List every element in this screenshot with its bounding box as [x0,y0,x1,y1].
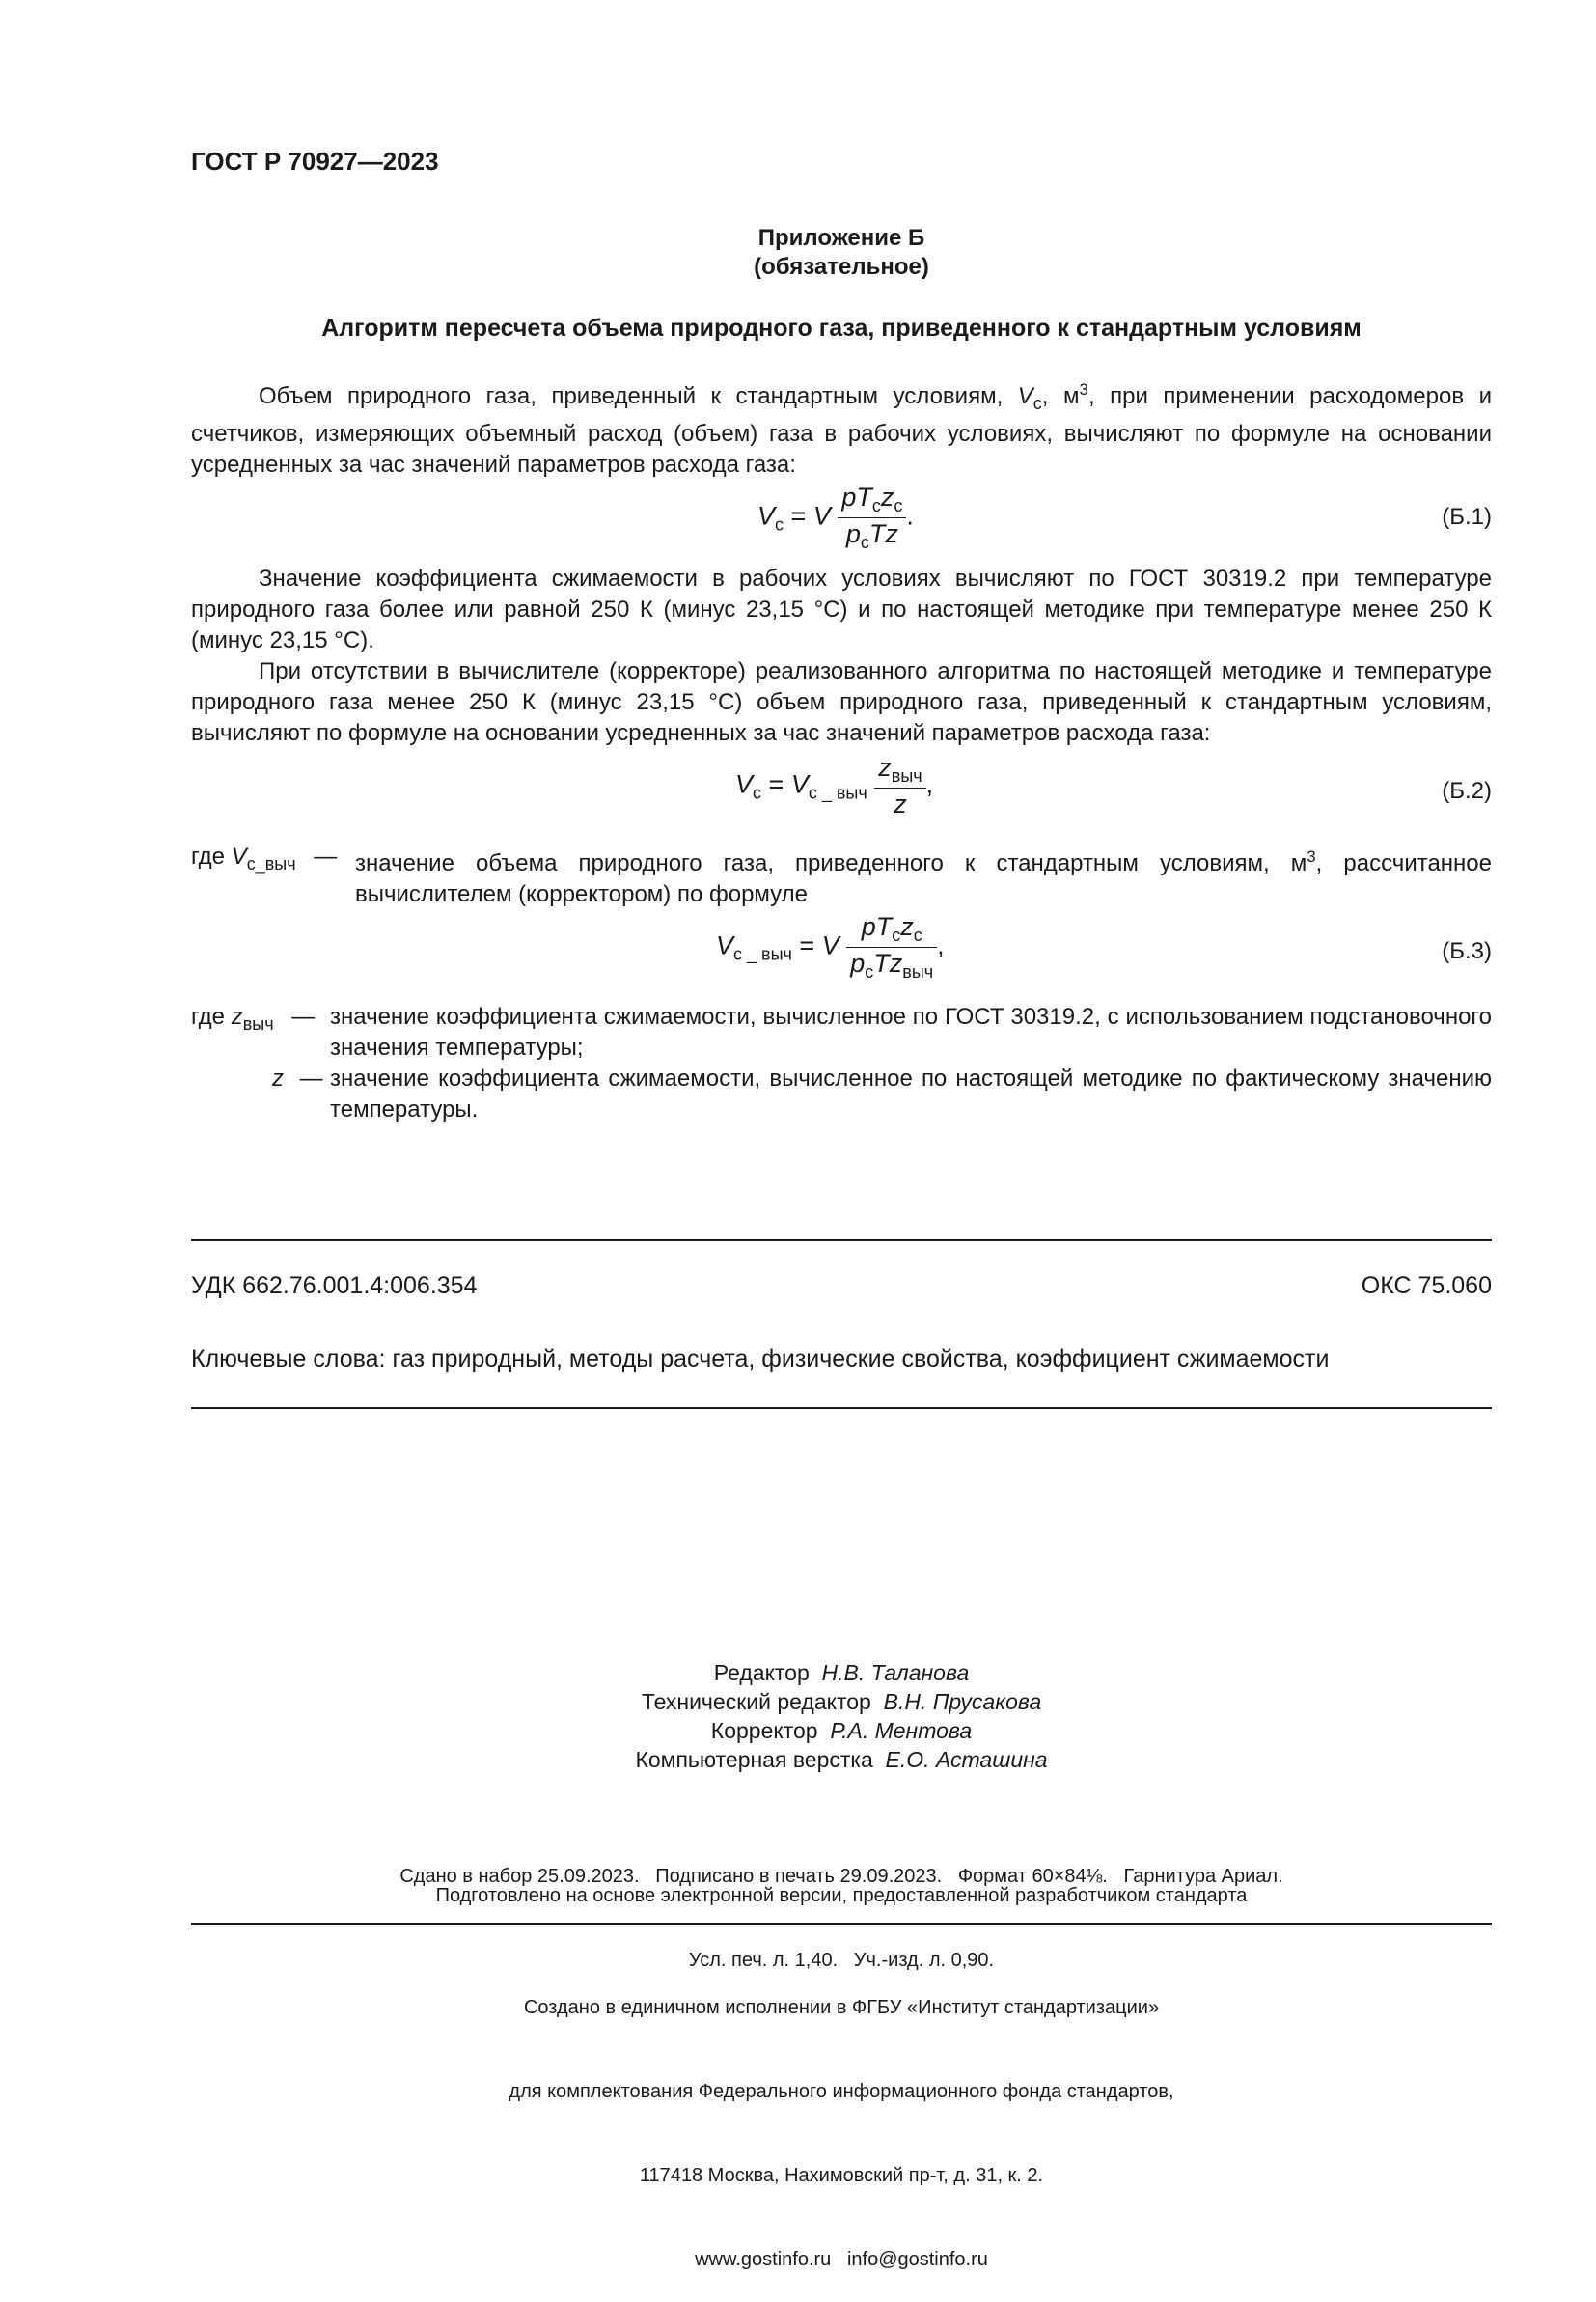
formula-b1: $V_с = V$ $\frac{pT_сz_с}{p_сTz}$ . [757,483,914,552]
where-z-text: значение коэффициента сжимаемости, вычисленное по настоящей методике по фактическому значению температуры. [330,1066,1492,1123]
publisher-contacts: www.gostinfo.ru info@gostinfo.ru [695,2249,988,2270]
divider-bottom [191,1923,1492,1925]
publisher-line1: Создано в единичном исполнении в ФГБУ «Институт стандартизации» [523,1997,1160,2018]
oks-code: ОКС 75.060 [1361,1272,1492,1299]
standard-id: ГОСТ Р 70927—2023 [191,147,439,176]
annex-title [191,224,1492,282]
divider-top [191,1239,1492,1241]
annex-heading: Алгоритм пересчета объема природного газа, приведенного к стандартным условиям [321,315,1362,342]
publisher-line3: 117418 Москва, Нахимовский пр-т, д. 31, к. 2. [639,2165,1044,2186]
formula-b3-fraction: $\frac{pT_сz_с}{p_сTz_{выч}}$ [846,912,937,983]
paragraph-intro: Объем природного газа, приведенный к стандартным условиям, $V_с$, $м^3$, при применении расходомеров и счетчиков, измеряющих объемный расход (объем) газа в рабочих условиях, вычисляют по формуле на основании усредненных за час значений параметров расхода газа: [191,380,1492,478]
staff-credits [191,1658,1492,1774]
where-z-vych-text: значение коэффициента сжимаемости, вычисленное по ГОСТ 30319.2, с использованием подстановочного значения температуры; [330,1004,1492,1061]
formula-b2: $V_с = V_{с \_ выч}$ $\frac{z_{выч}}{z}$ , [735,753,934,818]
paragraph-no-algorithm: При отсутствии в вычислителе (корректоре) реализованного алгоритма по настоящей методике и температуре природного газа менее 250 К (минус 23,15 °С) объем природного газа, приведенный к стандартным условиям, вычисляют по формуле на основании усредненных за час значений параметров расхода газа: [191,658,1492,746]
keywords: Ключевые слова: газ природный, методы расчета, физические свойства, коэффициент сжимаемости [191,1345,1330,1373]
staff-layout: Компьютерная верстка Е.О. Асташина [635,1747,1048,1772]
paragraph-compressibility: Значение коэффициента сжимаемости в рабочих условиях вычисляют по ГОСТ 30319.2 при температуре природного газа более или равной 250 К (минус 23,15 °С) и по настоящей методике при температуре менее 250 К (минус 23,15 °С). [191,566,1492,653]
where-z-label: z — [272,1066,323,1092]
imprint-line1: Сдано в набор 25.09.2023. Подписано в печать 29.09.2023. Формат 60×84⅛. Гарнитура Ариал. [399,1866,1283,1887]
where-z-vych-label: где $z_{выч}$ — [191,1004,316,1034]
imprint-prepared: Подготовлено на основе электронной версии, предоставленной разработчиком стандарта [435,1885,1248,1906]
staff-editor: Редактор Н.В. Таланова [713,1660,970,1685]
where-vc-vych-label: где $V_{с\_выч}$ — [191,844,338,874]
udk-code: УДК 662.76.001.4:006.354 [191,1272,478,1299]
publisher-info [191,1938,1492,2302]
annex-number: Приложение Б [757,225,925,251]
formula-b2-fraction: $\frac{z_{выч}}{z}$ [874,753,925,819]
formula-b3-number: (Б.3) [1442,938,1492,964]
where-vc-vych-text: значение объема природного газа, приведенного к стандартным условиям, $м^3$, рассчитанное вычислителем (корректором) по формуле [355,847,1492,907]
formula-b1-fraction: $\frac{pT_сz_с}{p_сTz}$ [838,483,906,553]
formula-b3: $V_{с \_ выч} = V$ $\frac{pT_сz_с}{p_сTz_{выч}}$ , [716,912,945,982]
imprint-line2: Усл. печ. л. 1,40. Уч.-изд. л. 0,90. [688,1950,995,1971]
annex-status: (обязательное) [754,254,929,280]
staff-tech-editor: Технический редактор В.Н. Прусакова [641,1689,1042,1714]
formula-b1-number: (Б.1) [1442,504,1492,530]
divider-keywords [191,1407,1492,1409]
formula-b2-number: (Б.2) [1442,778,1492,804]
publisher-line2: для комплектования Федерального информационного фонда стандартов, [509,2081,1174,2102]
staff-corrector: Корректор Р.А. Ментова [710,1718,973,1743]
